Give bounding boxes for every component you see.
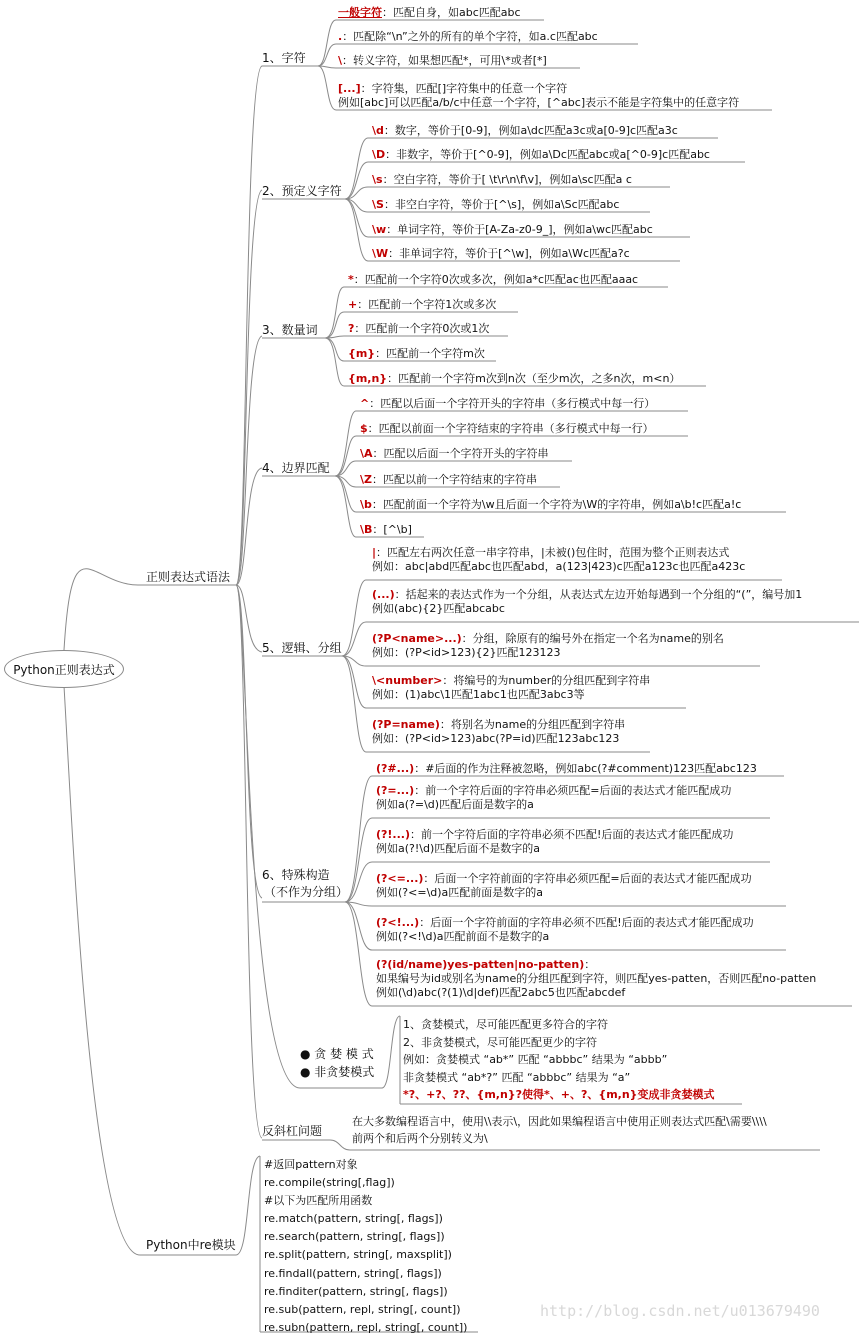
syntax-leaf[interactable] xyxy=(372,546,745,574)
greedy-line: 非贪婪模式 “ab*?” 匹配 “abbbc” 结果为 “a” xyxy=(403,1070,631,1084)
syntax-leaf[interactable] xyxy=(376,916,754,944)
syntax-token: \S xyxy=(372,198,384,211)
re-func[interactable]: re.compile(string[,flag]) xyxy=(264,1176,395,1190)
syntax-desc: ：字符集，匹配[]字符集中的任意一个字符 xyxy=(360,82,568,95)
syntax-desc: ：匹配左右两次任意一串字符串，|未被()包住时，范围为整个正则表达式 xyxy=(376,546,730,559)
re-comment: #返回pattern对象 xyxy=(264,1158,358,1171)
greedy-line: 2、非贪婪模式，尽可能匹配更少的字符 xyxy=(403,1035,597,1049)
backslash-line: 在大多数编程语言中，使用\\表示\，因此如果编程语言中使用正则表达式匹配\需要\\\\ xyxy=(352,1115,767,1128)
syntax-desc: ：将别名为name的分组匹配到字符串 xyxy=(439,718,626,731)
syntax-desc: ：空白字符，等价于[ \t\r\n\f\v]，例如a\sc匹配a c xyxy=(382,173,632,186)
syntax-desc: ：非单词字符，等价于[^\w]，例如a\Wc匹配a?c xyxy=(388,247,630,260)
syntax-token: \<number> xyxy=(372,674,443,687)
re-func[interactable]: re.sub(pattern, repl, string[, count]) xyxy=(264,1302,461,1316)
syntax-desc: ：匹配除“\n”之外的所有的单个字符，如a.c匹配abc xyxy=(342,30,598,43)
syntax-token: [...] xyxy=(338,82,361,95)
cat-special[interactable]: 6、特殊构造 xyxy=(262,868,330,882)
syntax-example: 例如：abc|abd匹配abc也匹配abd，a(123|423)c匹配a123c也匹配a423c xyxy=(372,560,746,573)
syntax-token: (?(id/name)yes-patten|no-patten) xyxy=(376,958,585,971)
syntax-token: (?#...) xyxy=(376,762,415,775)
syntax-leaf[interactable] xyxy=(376,784,731,812)
syntax-desc: ：非数字，等价于[^0-9]，例如a\Dc匹配abc或a[^0-9]c匹配abc xyxy=(385,148,710,161)
syntax-token: + xyxy=(348,298,358,311)
syntax-token: \ xyxy=(338,54,343,67)
syntax-leaf[interactable] xyxy=(372,223,653,237)
syntax-token: \b xyxy=(360,498,372,511)
re-func[interactable]: re.finditer(pattern, string[, flags]) xyxy=(264,1284,448,1298)
syntax-desc: ：匹配前面一个字符为\w且后面一个字符为\W的字符串，例如a\b!c匹配a!c xyxy=(371,498,742,511)
syntax-desc: ：匹配以后面一个字符开头的字符串 xyxy=(372,447,549,460)
syntax-leaf[interactable] xyxy=(360,397,655,411)
syntax-leaf[interactable] xyxy=(372,198,619,212)
root-node[interactable] xyxy=(4,650,124,688)
syntax-leaf[interactable] xyxy=(338,82,739,110)
syntax-desc: ：前一个字符后面的字符串必须匹配=后面的表达式才能匹配成功 xyxy=(414,784,732,797)
syntax-leaf[interactable] xyxy=(360,473,537,487)
syntax-desc: ：数字，等价于[0-9]，例如a\dc匹配a3c或a[0-9]c匹配a3c xyxy=(383,124,678,137)
re-func[interactable]: re.match(pattern, string[, flags]) xyxy=(264,1212,443,1226)
syntax-leaf[interactable] xyxy=(338,54,547,68)
syntax-token: {m} xyxy=(348,347,376,360)
watermark: http://blog.csdn.net/u013679490 xyxy=(540,1302,820,1320)
syntax-desc: ：#后面的作为注释被忽略，例如abc(?#comment)123匹配abc123 xyxy=(414,762,757,775)
syntax-leaf[interactable] xyxy=(360,447,549,461)
cat-logic-group[interactable]: 5、逻辑、分组 xyxy=(262,641,342,655)
syntax-leaf[interactable] xyxy=(376,872,752,900)
syntax-leaf[interactable] xyxy=(372,148,710,162)
syntax-leaf[interactable] xyxy=(360,498,741,512)
re-func[interactable]: re.search(pattern, string[, flags]) xyxy=(264,1230,445,1244)
syntax-desc: ：匹配前一个字符0次或1次 xyxy=(354,322,490,335)
root-label: Python正则表达式 xyxy=(13,662,115,677)
syntax-desc: ：匹配以前一个字符结束的字符串 xyxy=(372,473,537,486)
syntax-leaf[interactable] xyxy=(348,273,638,287)
syntax-leaf[interactable] xyxy=(372,247,630,261)
backslash-line: 前两个和后两个分别转义为\ xyxy=(352,1132,488,1145)
syntax-token: (?<=...) xyxy=(376,872,424,885)
syntax-leaf[interactable] xyxy=(360,523,412,537)
greedy-label[interactable]: ● 贪 婪 模 式 xyxy=(300,1047,374,1061)
syntax-leaf[interactable] xyxy=(372,124,678,138)
re-comment: #以下为匹配所用函数 xyxy=(264,1194,373,1208)
syntax-desc: ：将编号的为number的分组匹配到字符串 xyxy=(442,674,651,687)
syntax-example: 例如：(?P<id>123){2}匹配123123 xyxy=(372,646,561,659)
syntax-desc: ：匹配前一个字符1次或多次 xyxy=(357,298,497,311)
syntax-leaf[interactable] xyxy=(376,762,757,776)
syntax-example: 例如(?<=\d)a匹配前面是数字的a xyxy=(376,886,544,899)
syntax-leaf[interactable] xyxy=(372,632,724,660)
syntax-token: {m,n} xyxy=(348,372,388,385)
syntax-leaf[interactable] xyxy=(348,322,489,336)
syntax-leaf[interactable] xyxy=(372,588,802,616)
cat-boundary[interactable]: 4、边界匹配 xyxy=(262,461,330,475)
syntax-leaf[interactable] xyxy=(338,30,598,44)
cat-predefined[interactable]: 2、预定义字符 xyxy=(262,184,342,198)
branch-regex-syntax[interactable]: 正则表达式语法 xyxy=(146,570,231,584)
syntax-token: \w xyxy=(372,223,387,236)
syntax-token: * xyxy=(348,273,354,286)
syntax-example: 例如(?<!\d)a匹配前面不是数字的a xyxy=(376,930,550,943)
syntax-token: (?!...) xyxy=(376,828,410,841)
syntax-leaf[interactable] xyxy=(338,6,521,20)
syntax-token: \s xyxy=(372,173,383,186)
syntax-token: 一般字符 xyxy=(338,6,382,19)
syntax-leaf[interactable] xyxy=(376,958,816,1000)
greedy-text xyxy=(403,1016,715,1104)
syntax-desc: ：非空白字符，等价于[^\s]，例如a\Sc匹配abc xyxy=(383,198,620,211)
syntax-example: 例如[abc]可以匹配a/b/c中任意一个字符，[^abc]表示不能是字符集中的任意字符 xyxy=(338,96,740,109)
syntax-desc: ：[^\b] xyxy=(372,523,412,536)
syntax-desc: ：分组，除原有的编号外在指定一个名为name的别名 xyxy=(461,632,724,645)
greedy-summary: *?、+?、??、{m,n}?使得*、+、?、{m,n}变成非贪婪模式 xyxy=(403,1088,715,1102)
syntax-token: \d xyxy=(372,124,384,137)
syntax-example: 例如：(?P<id>123)abc(?P=id)匹配123abc123 xyxy=(372,732,620,745)
syntax-example: 例如a(?!\d)匹配后面不是数字的a xyxy=(376,842,541,855)
syntax-token: (?<!...) xyxy=(376,916,420,929)
syntax-leaf[interactable] xyxy=(360,422,654,436)
syntax-example: 如果编号为id或别名为name的分组匹配到字符，则匹配yes-patten，否则匹配no-patten xyxy=(376,972,817,985)
branch-re-module[interactable]: Python中re模块 xyxy=(146,1238,236,1252)
re-func[interactable]: re.findall(pattern, string[, flags]) xyxy=(264,1266,442,1280)
syntax-leaf[interactable] xyxy=(372,173,632,187)
syntax-token: (?=...) xyxy=(376,784,415,797)
syntax-leaf[interactable] xyxy=(372,674,650,702)
syntax-leaf[interactable] xyxy=(372,718,625,746)
syntax-desc: ：匹配自身，如abc匹配abc xyxy=(382,6,521,19)
syntax-token: \Z xyxy=(360,473,372,486)
cat-special-note: （不作为分组） xyxy=(264,885,349,899)
syntax-desc: ：匹配前一个字符m次 xyxy=(375,347,485,360)
syntax-token: $ xyxy=(360,422,368,435)
syntax-leaf[interactable] xyxy=(348,298,496,312)
syntax-desc: ：匹配前一个字符0次或多次，例如a*c匹配ac也匹配aaac xyxy=(353,273,639,286)
greedy-labels xyxy=(300,1045,374,1081)
re-module-list xyxy=(264,1156,467,1337)
syntax-token: \A xyxy=(360,447,373,460)
syntax-leaf[interactable] xyxy=(348,347,485,361)
cat-characters[interactable]: 1、字符 xyxy=(262,51,306,65)
syntax-desc: ：前一个字符后面的字符串必须不匹配!后面的表达式才能匹配成功 xyxy=(410,828,734,841)
syntax-desc: ： xyxy=(584,958,596,971)
re-func[interactable]: re.split(pattern, string[, maxsplit]) xyxy=(264,1248,452,1262)
syntax-example: 例如(abc){2}匹配abcabc xyxy=(372,602,505,615)
syntax-desc: ：括起来的表达式作为一个分组，从表达式左边开始每遇到一个分组的“(”，编号加1 xyxy=(394,588,803,601)
syntax-desc: ：匹配以前面一个字符结束的字符串（多行模式中每一行） xyxy=(367,422,654,435)
syntax-token: (?P<name>...) xyxy=(372,632,462,645)
syntax-desc: ：转义字符，如果想匹配*，可用\*或者[*] xyxy=(342,54,547,67)
syntax-token: ? xyxy=(348,322,355,335)
non-greedy-label[interactable]: ● 非贪婪模式 xyxy=(300,1065,375,1079)
backslash-text xyxy=(352,1113,767,1147)
syntax-token: \B xyxy=(360,523,373,536)
syntax-desc: ：匹配前一个字符m次到n次（至少m次，之多n次，m<n） xyxy=(387,372,681,385)
syntax-example: 例如：(1)abc\1匹配1abc1也匹配3abc3等 xyxy=(372,688,585,701)
re-func[interactable]: re.subn(pattern, repl, string[, count]) xyxy=(264,1320,468,1334)
syntax-leaf[interactable] xyxy=(376,828,733,856)
greedy-line: 1、贪婪模式，尽可能匹配更多符合的字符 xyxy=(403,1018,608,1031)
syntax-token: (...) xyxy=(372,588,395,601)
syntax-desc: ：后面一个字符前面的字符串必须匹配=后面的表达式才能匹配成功 xyxy=(423,872,752,885)
cat-backslash[interactable]: 反斜杠问题 xyxy=(262,1124,323,1138)
syntax-token: \W xyxy=(372,247,389,260)
syntax-token: | xyxy=(372,546,377,559)
syntax-desc: ：后面一个字符前面的字符串必须不匹配!后面的表达式才能匹配成功 xyxy=(419,916,754,929)
syntax-token: . xyxy=(338,30,343,43)
syntax-desc: ：匹配以后面一个字符开头的字符串（多行模式中每一行） xyxy=(369,397,656,410)
syntax-desc: ：单词字符，等价于[A-Za-z0-9_]，例如a\wc匹配abc xyxy=(386,223,653,236)
syntax-token: \D xyxy=(372,148,386,161)
syntax-example: 例如(\d)abc(?(1)\d|def)匹配2abc5也匹配abcdef xyxy=(376,986,626,999)
syntax-token: (?P=name) xyxy=(372,718,440,731)
syntax-example: 例如a(?=\d)匹配后面是数字的a xyxy=(376,798,534,811)
syntax-leaf[interactable] xyxy=(348,372,680,386)
syntax-token: ^ xyxy=(360,397,370,410)
cat-quantifiers[interactable]: 3、数量词 xyxy=(262,323,318,337)
greedy-line: 例如：贪婪模式 “ab*” 匹配 “abbbc” 结果为 “abbb” xyxy=(403,1053,668,1067)
